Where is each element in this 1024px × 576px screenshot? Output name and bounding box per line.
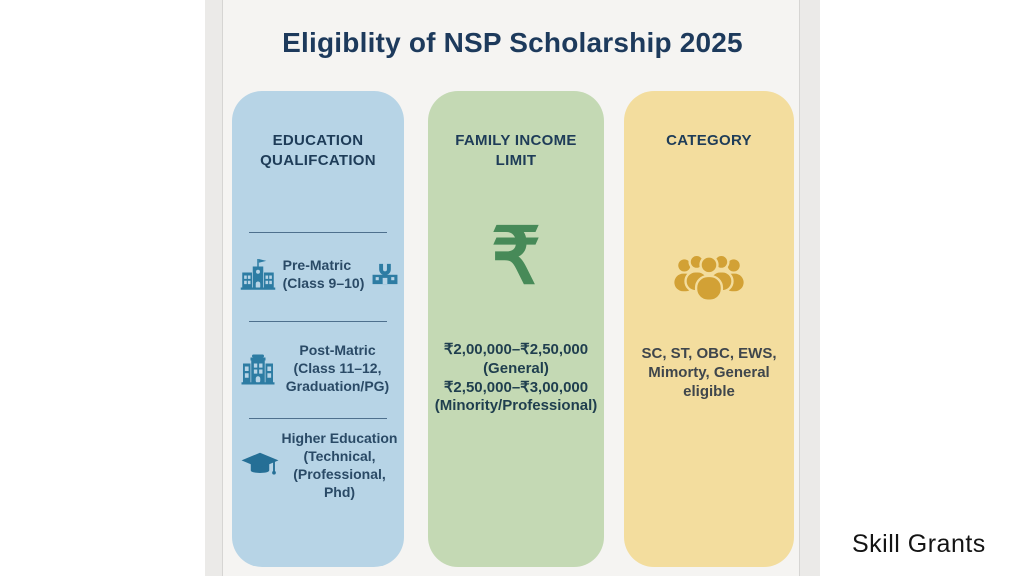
post-matric-text: Post-Matric (Class 11–12, Graduation/PG) [285, 341, 390, 395]
people-group-icon [671, 249, 747, 303]
category-card [624, 91, 794, 567]
watermark-text: Skill Grants [852, 530, 986, 558]
divider [249, 418, 387, 419]
family-income-header: FAMILY INCOME LIMIT [455, 132, 577, 170]
income-limit-text: ₹2,00,000–₹2,50,000 (General) ₹2,50,000–₹3,00,000 (Minority/Professional) [434, 341, 598, 415]
people-icon-wrap [624, 249, 794, 308]
building-icon [240, 348, 276, 388]
page-title: Eligiblity of NSP Scholarship 2025 [282, 27, 743, 58]
school-building-icon [371, 261, 399, 287]
school-flag-icon [240, 254, 276, 294]
pre-matric-text: Pre-Matric (Class 9–10) [282, 256, 365, 291]
divider [249, 321, 387, 322]
family-income-card [428, 91, 604, 567]
divider [249, 232, 387, 233]
graduation-cap-icon [240, 450, 280, 480]
rupee-icon: ₹ [491, 212, 541, 300]
pre-matric-item [240, 246, 399, 302]
post-matric-item [240, 335, 399, 401]
higher-education-text: Higher Education (Technical, (Professional, Phd) [281, 429, 398, 501]
higher-education-item [240, 429, 399, 501]
category-text: SC, ST, OBC, EWS, Mimorty, General eligible [641, 345, 777, 400]
category-header: CATEGORY [666, 132, 752, 149]
education-qualification-card [232, 91, 404, 567]
education-header: EDUCATION QUALIFCATION [260, 132, 376, 170]
